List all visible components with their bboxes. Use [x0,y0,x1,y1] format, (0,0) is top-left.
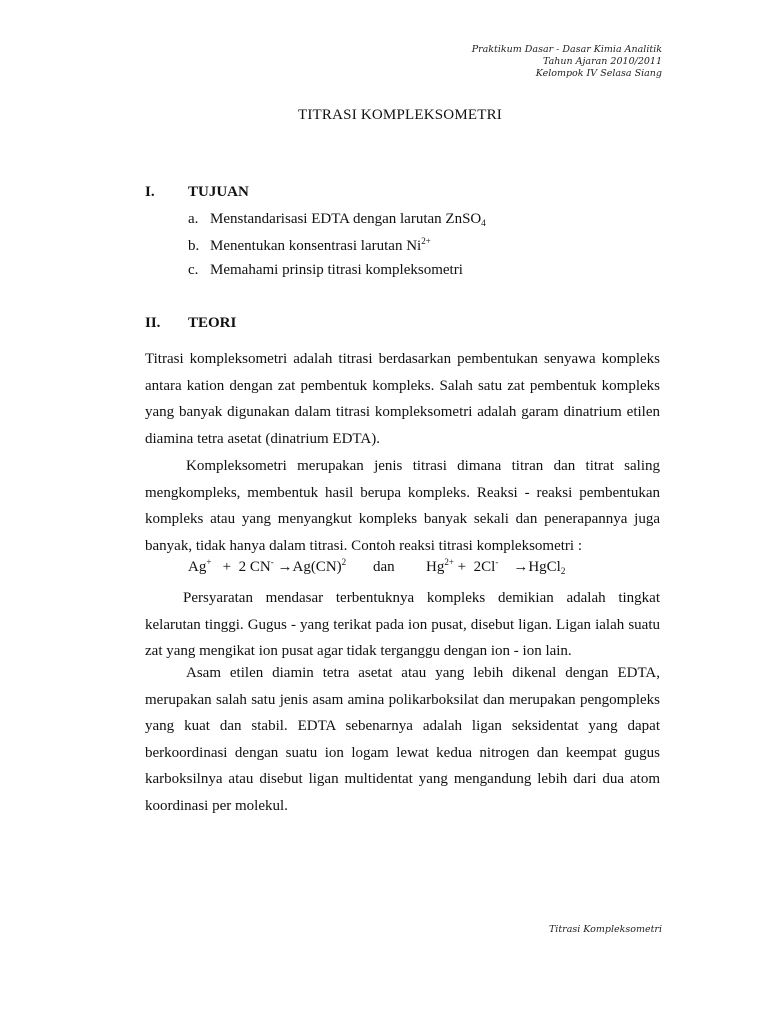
eq-plus: + [222,559,232,575]
section-number: I. [145,184,155,200]
list-text: Menentukan konsentrasi larutan Ni [210,238,422,254]
list-item [188,262,463,279]
eq-cl-charge: - [495,557,499,567]
eq-cl: 2Cl [473,559,496,575]
eq-ag: Ag [188,559,207,575]
eq-plus: + [457,559,467,575]
section-number: II. [145,315,161,331]
eq-hg-charge: 2+ [444,557,454,567]
list-text: Memahami prinsip titrasi kompleksometri [210,262,463,278]
eq-cn: 2 CN [238,559,271,575]
paragraph-4: Asam etilen diamin tetra asetat atau yang lebih dikenal dengan EDTA, merupakan salah satu jenis asam amina polikarboksilat dan merupakan pengompleks yang kuat dan stabil. EDTA sebenarnya adalah ligan seksidentat yang dapat berkoordinasi dengan suatu ion logam lewat kedua nitrogen dan keempat gugus karboksilnya atau disebut ligan multidentat yang mengandung lebih dari dua atom koordinasi per molekul. [145,665,660,814]
paragraph-1: Titrasi kompleksometri adalah titrasi berdasarkan pembentukan senyawa kompleks antara kation dengan zat pembentuk kompleks. Salah satu zat pembentuk kompleks yang banyak digunakan dalam titrasi kompleksometri adalah garam dinatrium etilen diamina tetra asetat (dinatrium EDTA). [145,351,660,447]
eq-product-sub: 2 [560,566,566,576]
header-group: Kelompok IV Selasa Siang [535,68,662,79]
superscript: 2+ [421,236,431,246]
equation-mercury-chloride [426,559,565,576]
section-heading-teori [145,315,236,332]
list-letter: a. [188,211,199,227]
eq-product-sup: 2 [341,557,347,567]
paragraph-2: Kompleksometri merupakan jenis titrasi dimana titran dan titrat saling mengkompleks, membentuk hasil berupa kompleks. Reaksi - reaksi pembentukan kompleks atau yang menyangkut kompleks banyak sekali dan penerapannya juga banyak, tidak hanya dalam titrasi. Contoh reaksi titrasi kompleksometri : [145,458,660,554]
section-title: TEORI [188,315,237,331]
section-title: TUJUAN [188,184,249,200]
eq-cn-charge: - [270,557,274,567]
eq-arrow-icon: → [277,559,293,575]
eq-arrow-icon: → [513,559,529,575]
running-footer: Titrasi Kompleksometri [548,924,662,935]
eq-ag-charge: + [206,557,212,567]
eq-product: Ag(CN) [292,559,342,575]
eq-hg: Hg [426,559,445,575]
list-item [188,238,431,255]
list-text: Menstandarisasi EDTA dengan larutan ZnSO [210,211,482,227]
list-item [188,211,486,228]
equation-connector: dan [373,559,395,575]
document-title: TITRASI KOMPLEKSOMETRI [298,107,502,123]
header-course: Praktikum Dasar - Dasar Kimia Analitik [471,44,662,55]
paragraph-3: Persyaratan mendasar terbentuknya kompleks demikian adalah tingkat kelarutan tinggi. Gugus - yang terikat pada ion pusat, disebut ligan. Ligan ialah suatu zat yang mengikat ion pusat agar tidak terganggu dengan ion - ion lain. [145,590,660,659]
subscript: 4 [481,218,486,228]
header-year: Tahun Ajaran 2010/2011 [542,56,662,67]
section-heading-tujuan [145,184,249,201]
list-letter: b. [188,238,200,254]
equation-silver-cyanide [188,559,346,576]
running-header [472,44,662,80]
list-letter: c. [188,262,199,278]
eq-product: HgCl [528,559,561,575]
